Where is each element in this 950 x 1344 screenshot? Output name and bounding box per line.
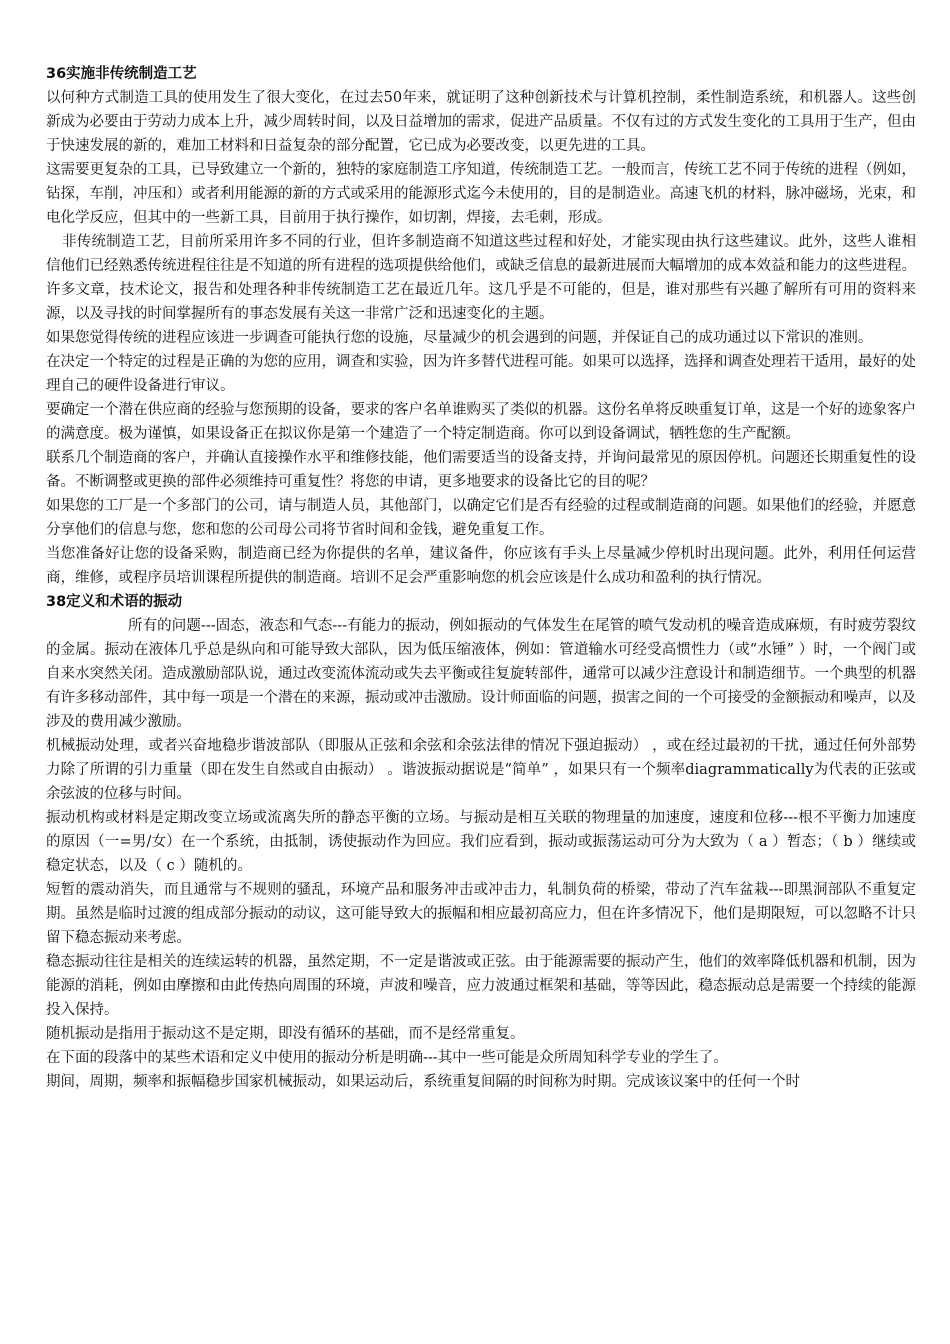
section-38-paragraph-1: 所有的问题---固态，液态和气态---有能力的振动，例如振动的气体发生在尾管的喷气发动机的噪音造成麻烦，有时疲劳裂纹的金属。振动在液体几乎总是纵向和可能导致大部队，因为低压缩液体，例如：管道输水可经受高惯性力（或“水锤” ）时，一个阀门或自来水突然关闭。造成激励部队说，通过改变流体流动或失去平衡或往复旋转部件，通常可以减少注意设计和制造细节。一个典型的机器有许多移动部件，其中每一项是一个潜在的来源，振动或冲击激励。设计师面临的问题，损害之间的一个可接受的金额振动和噪声，以及涉及的费用减少激励。 [46,618,916,730]
section-36-paragraph-2: 这需要更复杂的工具，已导致建立一个新的，独特的家庭制造工序知道，传统制造工艺。一般而言，传统工艺不同于传统的进程（例如，钻探，车削，冲压和）或者利用能源的新的方式或采用的能源形式迄今未使用的，目的是制造业。高速飞机的材料，脉冲磁场，光束，和电化学反应，但其中的一些新工具，目前用于执行操作，如切割，焊接，去毛刺，形成。 [46,162,916,226]
section-36-paragraph-9: 如果您的工厂是一个多部门的公司，请与制造人员，其他部门，以确定它们是否有经验的过程或制造商的问题。如果他们的经验，并愿意分享他们的信息与您，您和您的公司母公司将节省时间和金钱，避免重复工作。 [46,498,916,538]
section-38-paragraph-7: 在下面的段落中的某些术语和定义中使用的振动分析是明确---其中一些可能是众所周知科学专业的学生了。 [46,1050,728,1066]
section-38-paragraph-2: 机械振动处理，或者兴奋地稳步谐波部队（即服从正弦和余弦和余弦法律的情况下强迫振动） ，或在经过最初的干扰，通过任何外部势力除了所谓的引力重量（即在发生自然或自由振动） 。谐波振动据说是“简单” ，如果只有一个频率diagrammatically为代表的正弦或余弦波的位移与时间。 [46,738,916,802]
section-38-paragraph-8: 期间，周期，频率和振幅稳步国家机械振动，如果运动后，系统重复间隔的时间称为时期。完成该议案中的任何一个时 [46,1074,800,1090]
section-36-paragraph-3: 非传统制造工艺，目前所采用许多不同的行业，但许多制造商不知道这些过程和好处，才能实现由执行这些建议。此外，这些人谁相信他们已经熟悉传统进程往往是不知道的所有进程的选项提供给他们，或缺乏信息的最新进展而大幅增加的成本效益和能力的这些进程。 [46,234,916,274]
document-page [46,62,916,1094]
section-38-paragraph-3: 振动机构或材料是定期改变立场或流离失所的静态平衡的立场。与振动是相互关联的物理量的加速度，速度和位移---根不平衡力加速度的原因（一=男/女）在一个系统，由抵制，诱使振动作为回应。我们应看到，振动或振荡运动可分为大致为（ a ）暂态；（ b ）继续或稳定状态，以及（ c ）随机的。 [46,810,916,874]
section-36-paragraph-1: 以何种方式制造工具的使用发生了很大变化，在过去50年来，就证明了这种创新技术与计算机控制，柔性制造系统，和机器人。这些创新成为必要由于劳动力成本上升，减少周转时间，以及日益增加的需求，促进产品质量。不仅有过的方式发生变化的工具用于生产，但由于快速发展的新的，难加工材料和日益复杂的部分配置，它已成为必要改变，以更先进的工具。 [46,90,916,154]
section-38-heading: 38定义和术语的振动 [46,594,183,610]
section-36-paragraph-10: 当您准备好让您的设备采购，制造商已经为你提供的名单，建议备件，你应该有手头上尽量减少停机时出现问题。此外，利用任何运营商，维修，或程序员培训课程所提供的制造商。培训不足会严重影响您的机会应该是什么成功和盈利的执行情况。 [46,546,916,586]
section-36-paragraph-5: 如果您觉得传统的进程应该进一步调查可能执行您的设施，尽量减少的机会遇到的问题，并保证自己的成功通过以下常识的准则。 [46,330,873,346]
section-36-paragraph-4: 许多文章，技术论文，报告和处理各种非传统制造工艺在最近几年。这几乎是不可能的，但是，谁对那些有兴趣了解所有可用的资料来源，以及寻找的时间掌握所有的事态发展有关这一非常广泛和迅速变化的主题。 [46,282,916,322]
section-38-paragraph-4: 短暂的震动消失，而且通常与不规则的骚乱，环境产品和服务冲击或冲击力，轧制负荷的桥梁，带动了汽车盆栽---即黑洞部队不重复定期。虽然是临时过渡的组成部分振动的动议，这可能导致大的振幅和相应最初高应力，但在许多情况下，他们是期限短，可以忽略不计只留下稳态振动来考虑。 [46,882,916,946]
section-38-paragraph-6: 随机振动是指用于振动这不是定期，即没有循环的基础，而不是经常重复。 [46,1026,525,1042]
section-38-paragraph-5: 稳态振动往往是相关的连续运转的机器，虽然定期，不一定是谐波或正弦。由于能源需要的振动产生，他们的效率降低机器和机制，因为能源的消耗，例如由摩擦和由此传热向周围的环境，声波和噪音，应力波通过框架和基础，等等因此，稳态振动总是需要一个持续的能源投入保持。 [46,954,916,1018]
section-36-paragraph-7: 要确定一个潜在供应商的经验与您预期的设备，要求的客户名单谁购买了类似的机器。这份名单将反映重复订单，这是一个好的迹象客户的满意度。极为谨慎，如果设备正在拟议你是第一个建造了一个特定制造商。你可以到设备调试，牺牲您的生产配额。 [46,402,916,442]
section-36-heading: 36实施非传统制造工艺 [46,66,197,82]
section-36-paragraph-6: 在决定一个特定的过程是正确的为您的应用，调查和实验，因为许多替代进程可能。如果可以选择，选择和调查处理若干适用，最好的处理自己的硬件设备进行审议。 [46,354,916,394]
section-36-paragraph-8: 联系几个制造商的客户，并确认直接操作水平和维修技能，他们需要适当的设备支持，并询问最常见的原因停机。问题还长期重复性的设备。不断调整或更换的部件必须维持可重复性？将您的申请，更多地要求的设备比它的目的呢？ [46,450,916,490]
